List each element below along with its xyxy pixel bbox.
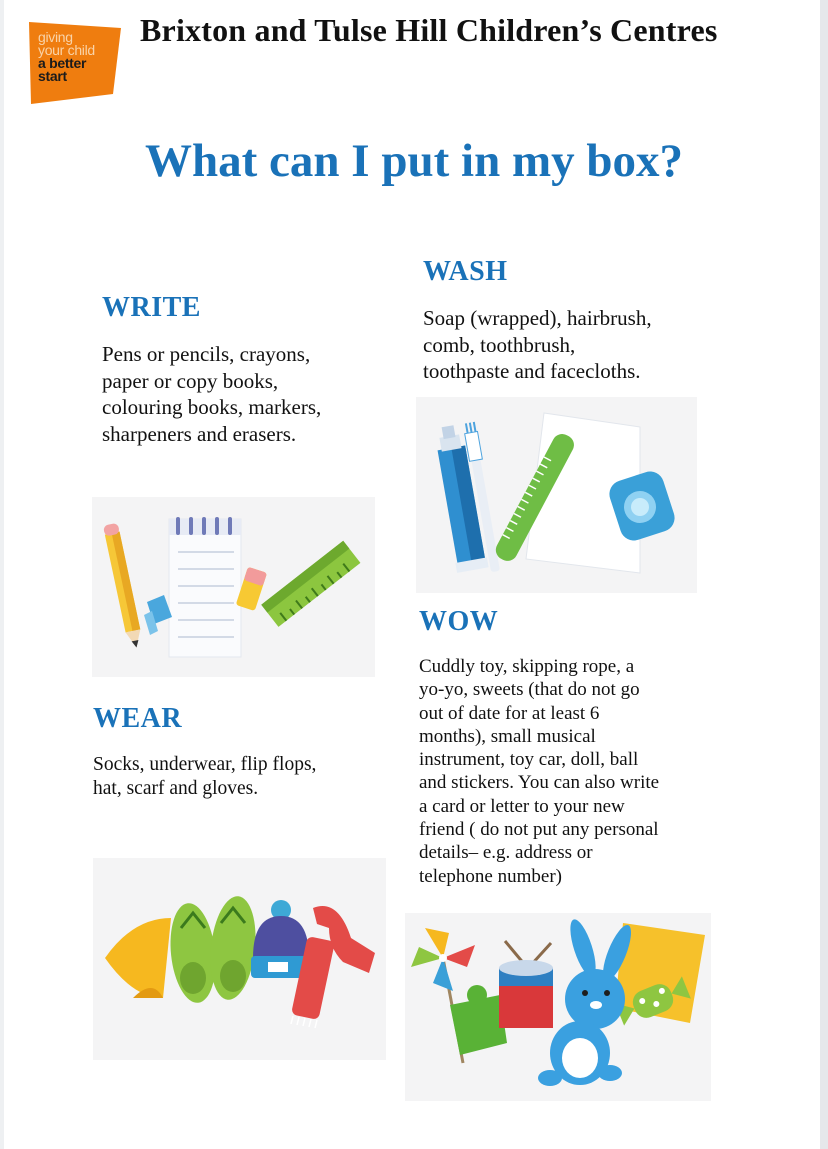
wear-heading: WEAR bbox=[93, 703, 183, 734]
clothing-illustration bbox=[93, 858, 386, 1060]
wash-heading: WASH bbox=[423, 256, 508, 287]
pencil-icon bbox=[103, 523, 144, 649]
drum-icon bbox=[499, 941, 553, 1028]
underwear-icon bbox=[105, 918, 171, 998]
sharpener-icon bbox=[144, 595, 172, 635]
scarf-icon bbox=[291, 906, 375, 1028]
toys-illustration bbox=[405, 913, 711, 1101]
logo-line-3: a better bbox=[38, 55, 87, 71]
page-title: What can I put in my box? bbox=[145, 135, 683, 187]
flip-flops-icon bbox=[166, 894, 260, 1005]
ruler-icon bbox=[261, 541, 360, 627]
logo-line-4: start bbox=[38, 68, 67, 84]
wear-text: Socks, underwear, flip flops, hat, scarf and gloves. bbox=[93, 754, 317, 799]
toiletries-illustration bbox=[416, 397, 697, 593]
giving-your-child-logo bbox=[29, 22, 121, 104]
wow-heading: WOW bbox=[419, 606, 499, 637]
write-text: Pens or pencils, crayons, paper or copy books, colouring books, markers, sharpeners and erasers. bbox=[102, 342, 322, 446]
notepad-icon bbox=[169, 517, 241, 657]
wash-text: Soap (wrapped), hairbrush, comb, toothbrush, toothpaste and facecloths. bbox=[423, 306, 652, 383]
logo-line-1: giving bbox=[38, 29, 73, 45]
wow-text: Cuddly toy, skipping rope, a yo-yo, sweets (that do not go out of date for at least 6 months), small musical instrument, toy car, doll, ball and stickers. You can also write a card or letter to your new friend ( do not put any personal details– e.g. address or telephone number) bbox=[419, 656, 660, 887]
stationery-illustration bbox=[92, 497, 375, 677]
write-heading: WRITE bbox=[102, 292, 201, 323]
header-title: Brixton and Tulse Hill Children’s Centres bbox=[140, 12, 718, 48]
logo-text bbox=[38, 31, 95, 83]
logo-line-2: your child bbox=[38, 42, 95, 58]
puzzle-piece-icon bbox=[450, 985, 507, 1055]
